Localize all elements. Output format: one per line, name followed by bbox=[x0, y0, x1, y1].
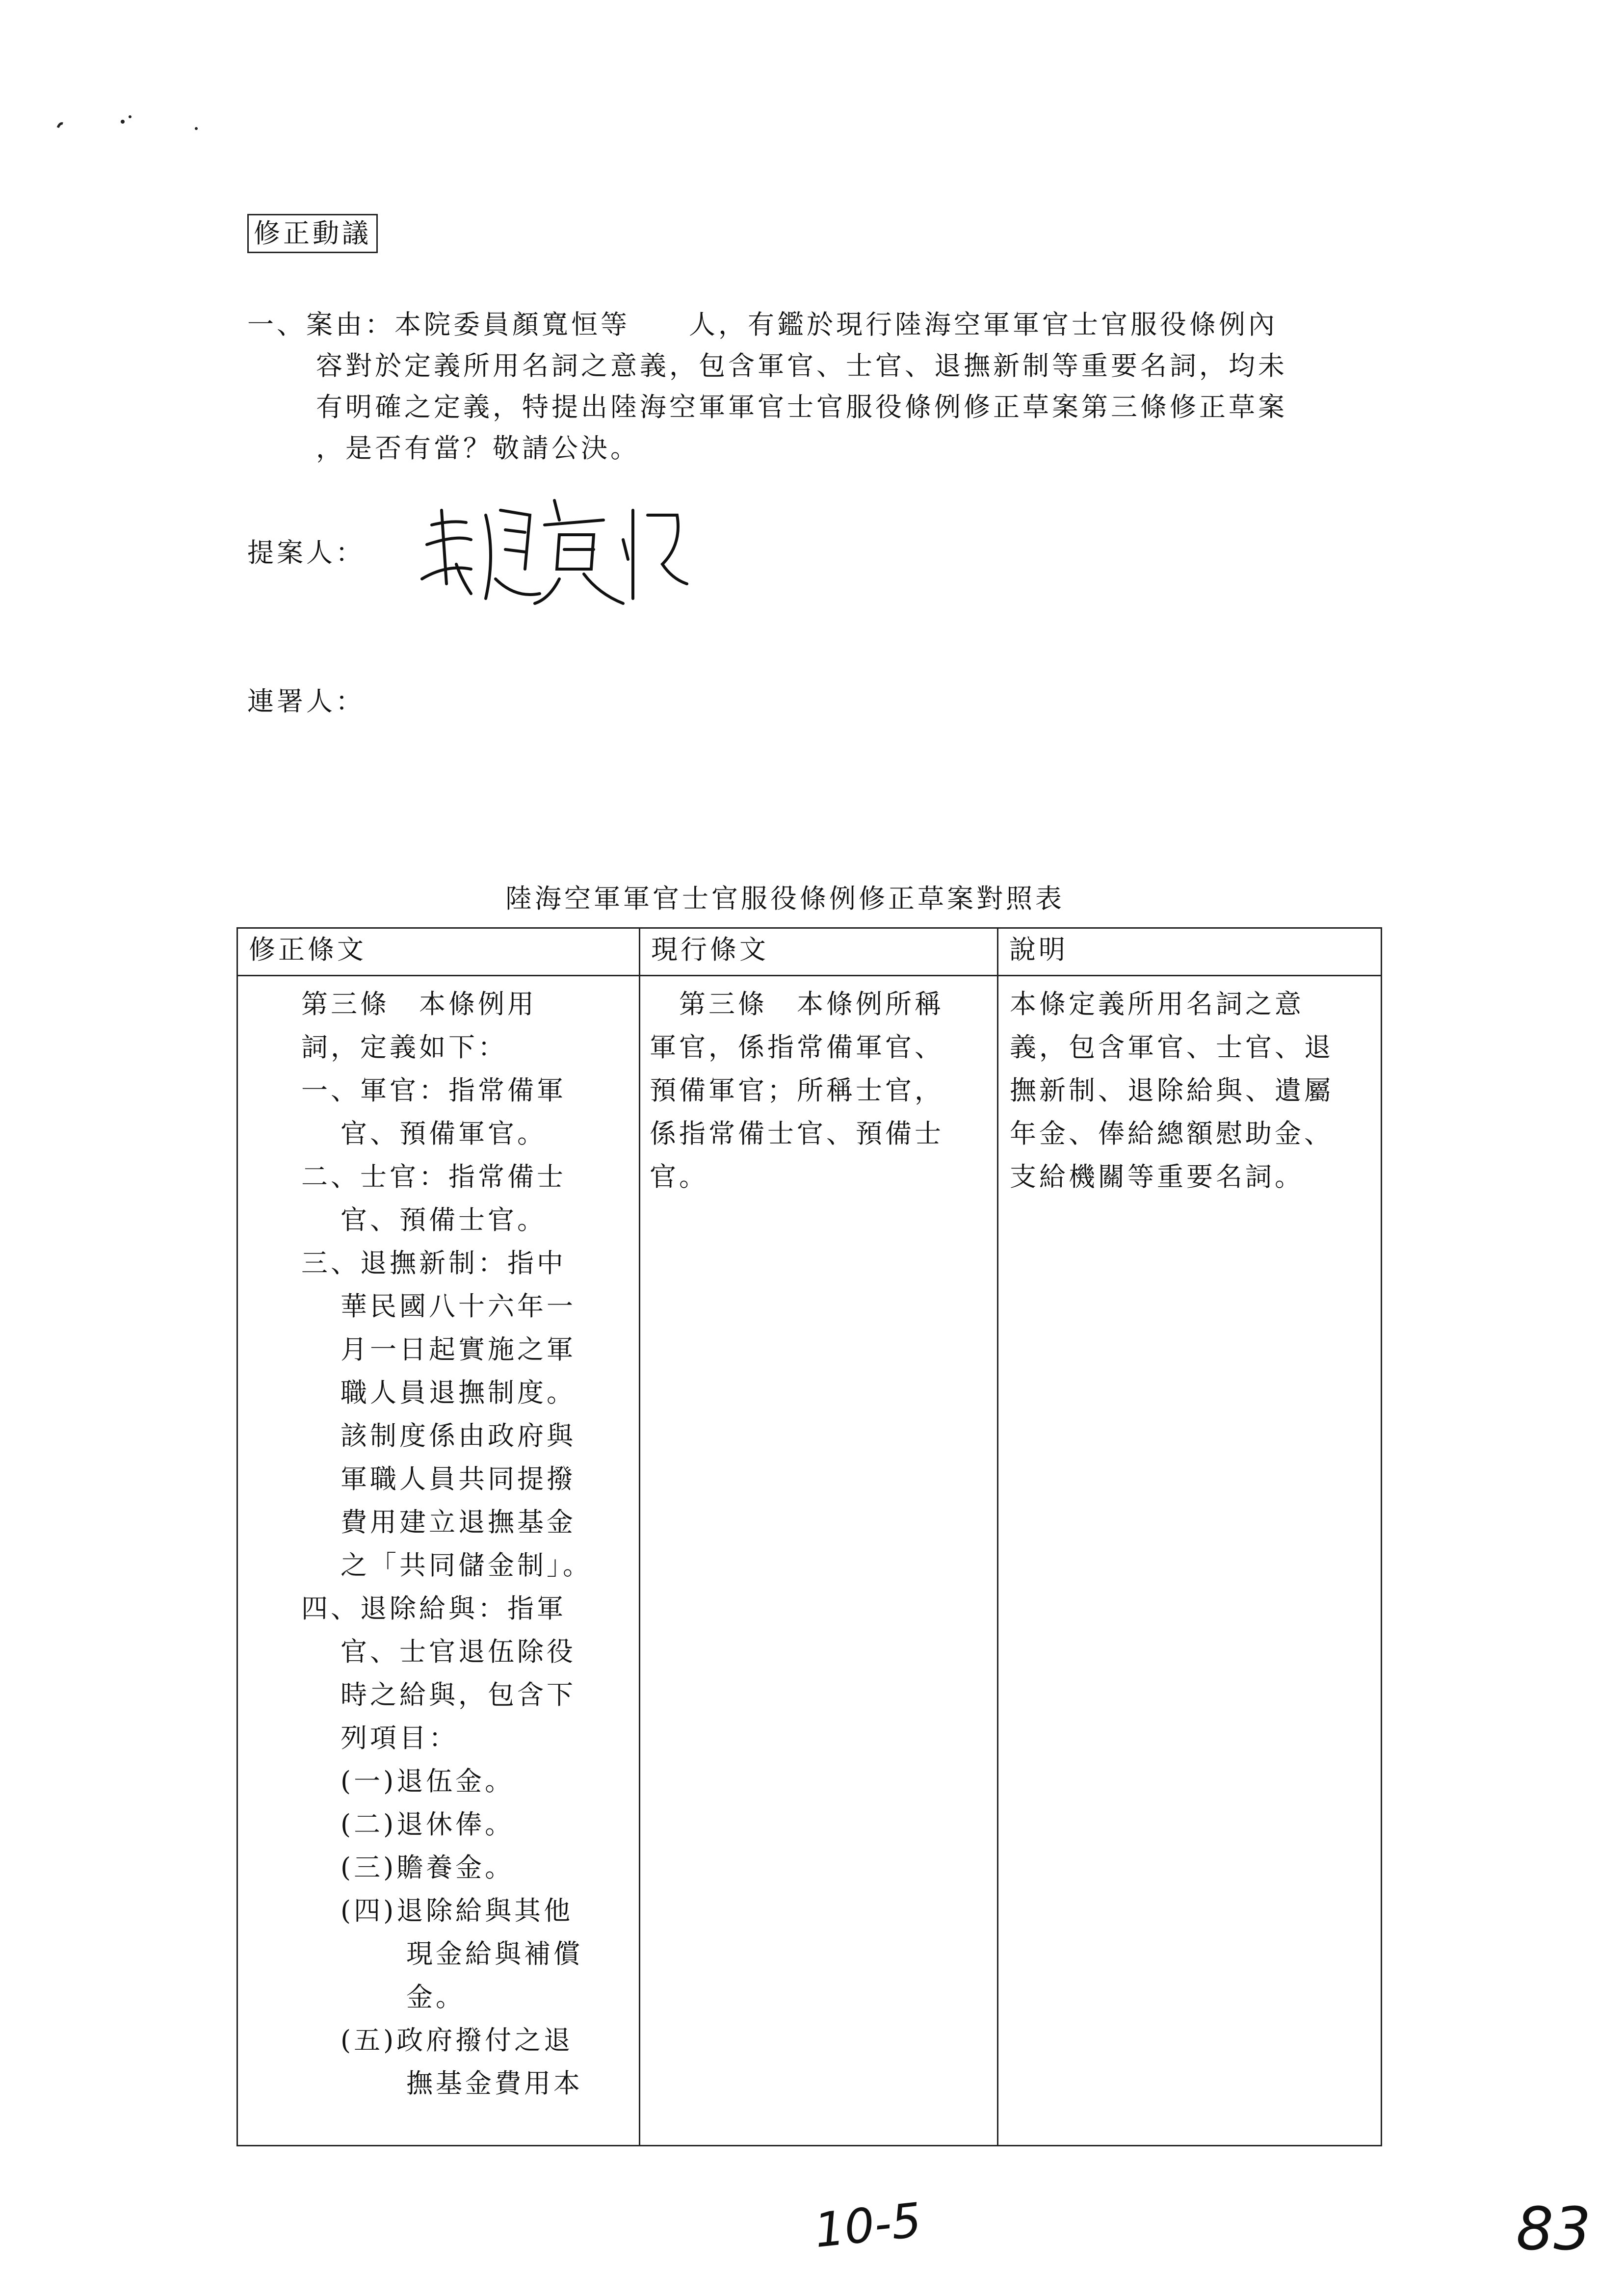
amended-line: (四)退除給與其他 bbox=[341, 1895, 574, 1926]
amended-line: (二)退休俸。 bbox=[341, 1809, 515, 1840]
proposal-line: 有明確之定義，特提出陸海空軍軍官士官服役條例修正草案第三條修正草案 bbox=[316, 391, 1287, 422]
header-explanation: 說明 bbox=[998, 928, 1382, 976]
amended-line: 軍職人員共同提撥 bbox=[341, 1463, 576, 1494]
header-current: 現行條文 bbox=[640, 928, 998, 976]
amended-line: 一、軍官：指常備軍 bbox=[301, 1075, 566, 1106]
current-line: 軍官，係指常備軍官、 bbox=[650, 1032, 944, 1063]
amended-line: 該制度係由政府與 bbox=[341, 1420, 576, 1451]
amended-line: 第三條 本條例用 bbox=[301, 989, 537, 1019]
header-amended: 修正條文 bbox=[237, 928, 640, 976]
explanation-line: 本條定義所用名詞之意 bbox=[1010, 989, 1304, 1019]
amended-line: 官、預備軍官。 bbox=[341, 1118, 547, 1149]
proposer-label: 提案人： bbox=[247, 537, 365, 568]
table-row bbox=[237, 976, 1382, 2146]
proposal-line: 容對於定義所用名詞之意義，包含軍官、士官、退撫新制等重要名詞，均未 bbox=[316, 350, 1287, 381]
amended-line: (三)贍養金。 bbox=[341, 1852, 515, 1883]
amended-line: (一)退伍金。 bbox=[341, 1766, 515, 1797]
table-title: 陸海空軍軍官士官服役條例修正草案對照表 bbox=[505, 883, 1065, 914]
handwritten-code: 10-5 bbox=[812, 2192, 924, 2259]
proposal-line: 一、案由：本院委員顏寬恒等 人，有鑑於現行陸海空軍軍官士官服役條例內 bbox=[247, 309, 1278, 340]
amended-line: (五)政府撥付之退 bbox=[341, 2025, 574, 2056]
table-header-row bbox=[237, 928, 1382, 976]
proposal-paragraph bbox=[247, 304, 1287, 469]
explanation-line: 支給機關等重要名詞。 bbox=[1010, 1161, 1304, 1192]
proposal-line: ，是否有當？敬請公決。 bbox=[316, 433, 640, 464]
explanation-line: 義，包含軍官、士官、退 bbox=[1010, 1032, 1334, 1063]
scan-marks bbox=[49, 108, 216, 137]
current-cell bbox=[640, 976, 998, 2146]
current-line: 預備軍官；所稱士官， bbox=[650, 1075, 944, 1106]
amended-line: 官、預備士官。 bbox=[341, 1204, 547, 1235]
motion-header: 修正動議 bbox=[247, 214, 378, 253]
amended-line: 撫基金費用本 bbox=[406, 2068, 583, 2099]
current-line: 官。 bbox=[650, 1161, 708, 1192]
amended-cell bbox=[237, 976, 640, 2146]
amended-line: 四、退除給與：指軍 bbox=[301, 1593, 566, 1624]
amended-line: 列項目： bbox=[341, 1722, 458, 1753]
amended-line: 詞，定義如下： bbox=[301, 1032, 507, 1063]
explanation-line: 年金、俸給總額慰助金、 bbox=[1010, 1118, 1334, 1149]
amended-line: 二、士官：指常備士 bbox=[301, 1161, 566, 1192]
amended-line: 金。 bbox=[406, 1982, 465, 2012]
amended-line: 職人員退撫制度。 bbox=[341, 1377, 576, 1408]
current-line: 第三條 本條例所稱 bbox=[679, 989, 944, 1019]
amended-line: 月一日起實施之軍 bbox=[341, 1334, 576, 1365]
comparison-table bbox=[236, 927, 1382, 2146]
cosigner-label: 連署人： bbox=[247, 686, 365, 717]
explanation-line: 撫新制、退除給與、遺屬 bbox=[1010, 1075, 1334, 1106]
proposer-signature bbox=[412, 481, 697, 608]
page-number: 83 bbox=[1516, 2195, 1591, 2264]
amended-line: 現金給與補償 bbox=[406, 1938, 583, 1969]
amended-line: 時之給與，包含下 bbox=[341, 1679, 576, 1710]
current-line: 係指常備士官、預備士 bbox=[650, 1118, 944, 1149]
amended-line: 官、士官退伍除役 bbox=[341, 1636, 576, 1667]
amended-line: 三、退撫新制：指中 bbox=[301, 1248, 566, 1278]
amended-line: 費用建立退撫基金 bbox=[341, 1507, 576, 1538]
explanation-cell bbox=[998, 976, 1382, 2146]
amended-line: 華民國八十六年一 bbox=[341, 1291, 576, 1322]
amended-line: 之「共同儲金制」。 bbox=[341, 1550, 592, 1581]
